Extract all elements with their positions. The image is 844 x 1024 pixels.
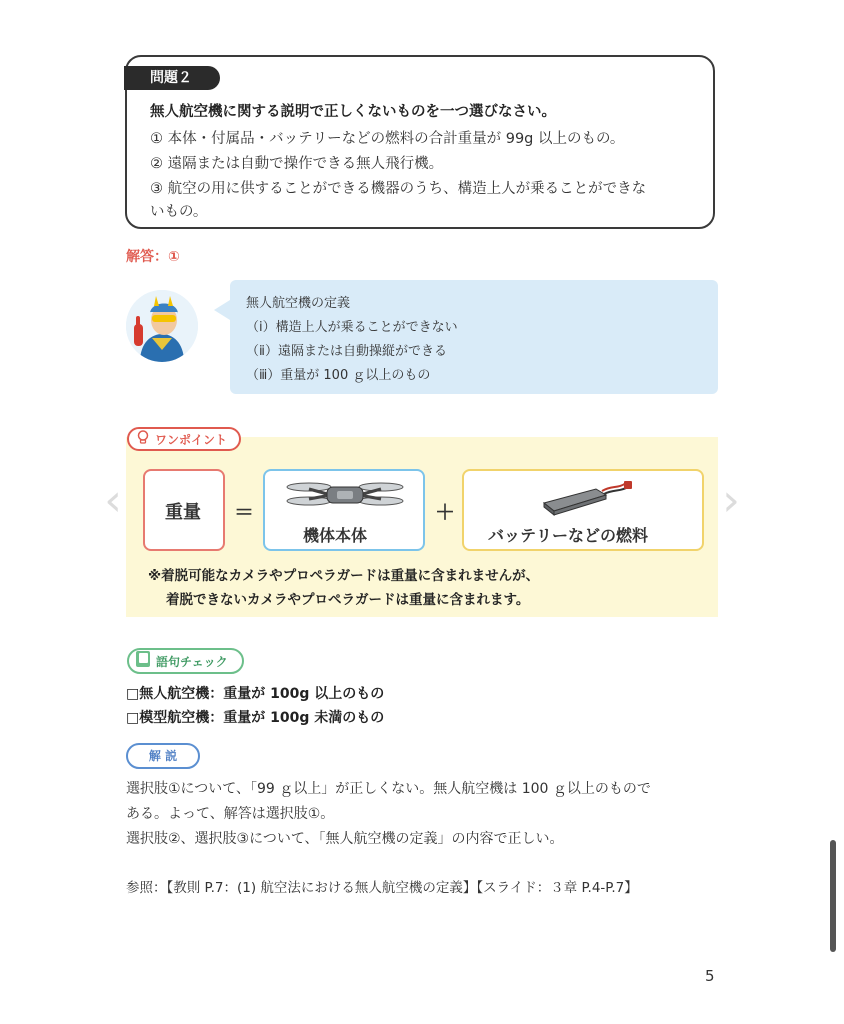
definition-item: （ⅱ）遠隔または自動操縦ができる xyxy=(246,344,447,359)
glossary-tag xyxy=(127,648,244,674)
battery-box xyxy=(462,469,704,551)
definition-title: 無人航空機の定義 xyxy=(246,296,351,311)
drone-icon xyxy=(279,477,411,517)
option-2: ② 遠隔または自動で操作できる無人飛行機。 xyxy=(150,156,444,172)
definition-item: （ⅰ）構造上人が乗ることができない xyxy=(246,320,458,335)
answer-label: 解答：① xyxy=(126,249,180,265)
chevron-left-icon[interactable]: ‹ xyxy=(104,475,122,526)
glossary-item: □無人航空機：重量が 100g 以上のもの xyxy=(126,686,385,702)
weight-box xyxy=(143,469,225,551)
weight-label: 重量 xyxy=(165,502,201,523)
mascot-avatar xyxy=(126,290,198,362)
page-number: 5 xyxy=(705,967,715,985)
drone-box xyxy=(263,469,425,551)
explanation-line: 選択肢②、選択肢③について、「無人航空機の定義」の内容で正しい。 xyxy=(126,831,564,847)
glossary-item: □模型航空機：重量が 100g 未満のもの xyxy=(126,710,385,726)
one-point-tag xyxy=(127,427,241,451)
battery-icon xyxy=(540,477,636,521)
one-point-note: ※着脱可能なカメラやプロペラガードは重量に含まれませんが、 xyxy=(148,568,540,584)
book-icon xyxy=(135,650,151,672)
chevron-right-icon[interactable]: › xyxy=(722,475,740,526)
bubble-tail xyxy=(214,300,230,320)
explanation-line: ある。よって、解答は選択肢①。 xyxy=(126,806,335,822)
option-3-cont: いもの。 xyxy=(150,204,208,220)
reference-line: 参照：【教則 P.7：(1) 航空法における無人航空機の定義】【スライド：３章 P.4-P.7】 xyxy=(126,880,638,896)
option-1: ① 本体・付属品・バッテリーなどの燃料の合計重量が 99g 以上のもの。 xyxy=(150,131,625,147)
lightbulb-icon xyxy=(135,429,151,449)
definition-item: （ⅲ）重量が 100 ｇ以上のもの xyxy=(246,368,431,383)
one-point-note: 着脱できないカメラやプロペラガードは重量に含まれます。 xyxy=(166,592,530,608)
drone-label: 機体本体 xyxy=(303,526,368,545)
scrollbar[interactable] xyxy=(830,840,836,952)
option-3: ③ 航空の用に供することができる機器のうち、構造上人が乗ることができな xyxy=(150,181,647,197)
battery-label: バッテリーなどの燃料 xyxy=(488,526,649,545)
equals-sign: ＝ xyxy=(234,500,254,524)
explanation-line: 選択肢①について、「99 ｇ以上」が正しくない。無人航空機は 100 ｇ以上のもので xyxy=(126,781,651,797)
plus-sign: ＋ xyxy=(435,500,455,524)
explanation-tag: 解 説 xyxy=(126,743,200,769)
question-tag: 問題２ xyxy=(124,66,220,90)
one-point-label: ワンポイント xyxy=(155,432,228,447)
question-title: 無人航空機に関する説明で正しくないものを一つ選びなさい。 xyxy=(150,104,556,120)
glossary-label: 語句チェック xyxy=(156,654,228,669)
